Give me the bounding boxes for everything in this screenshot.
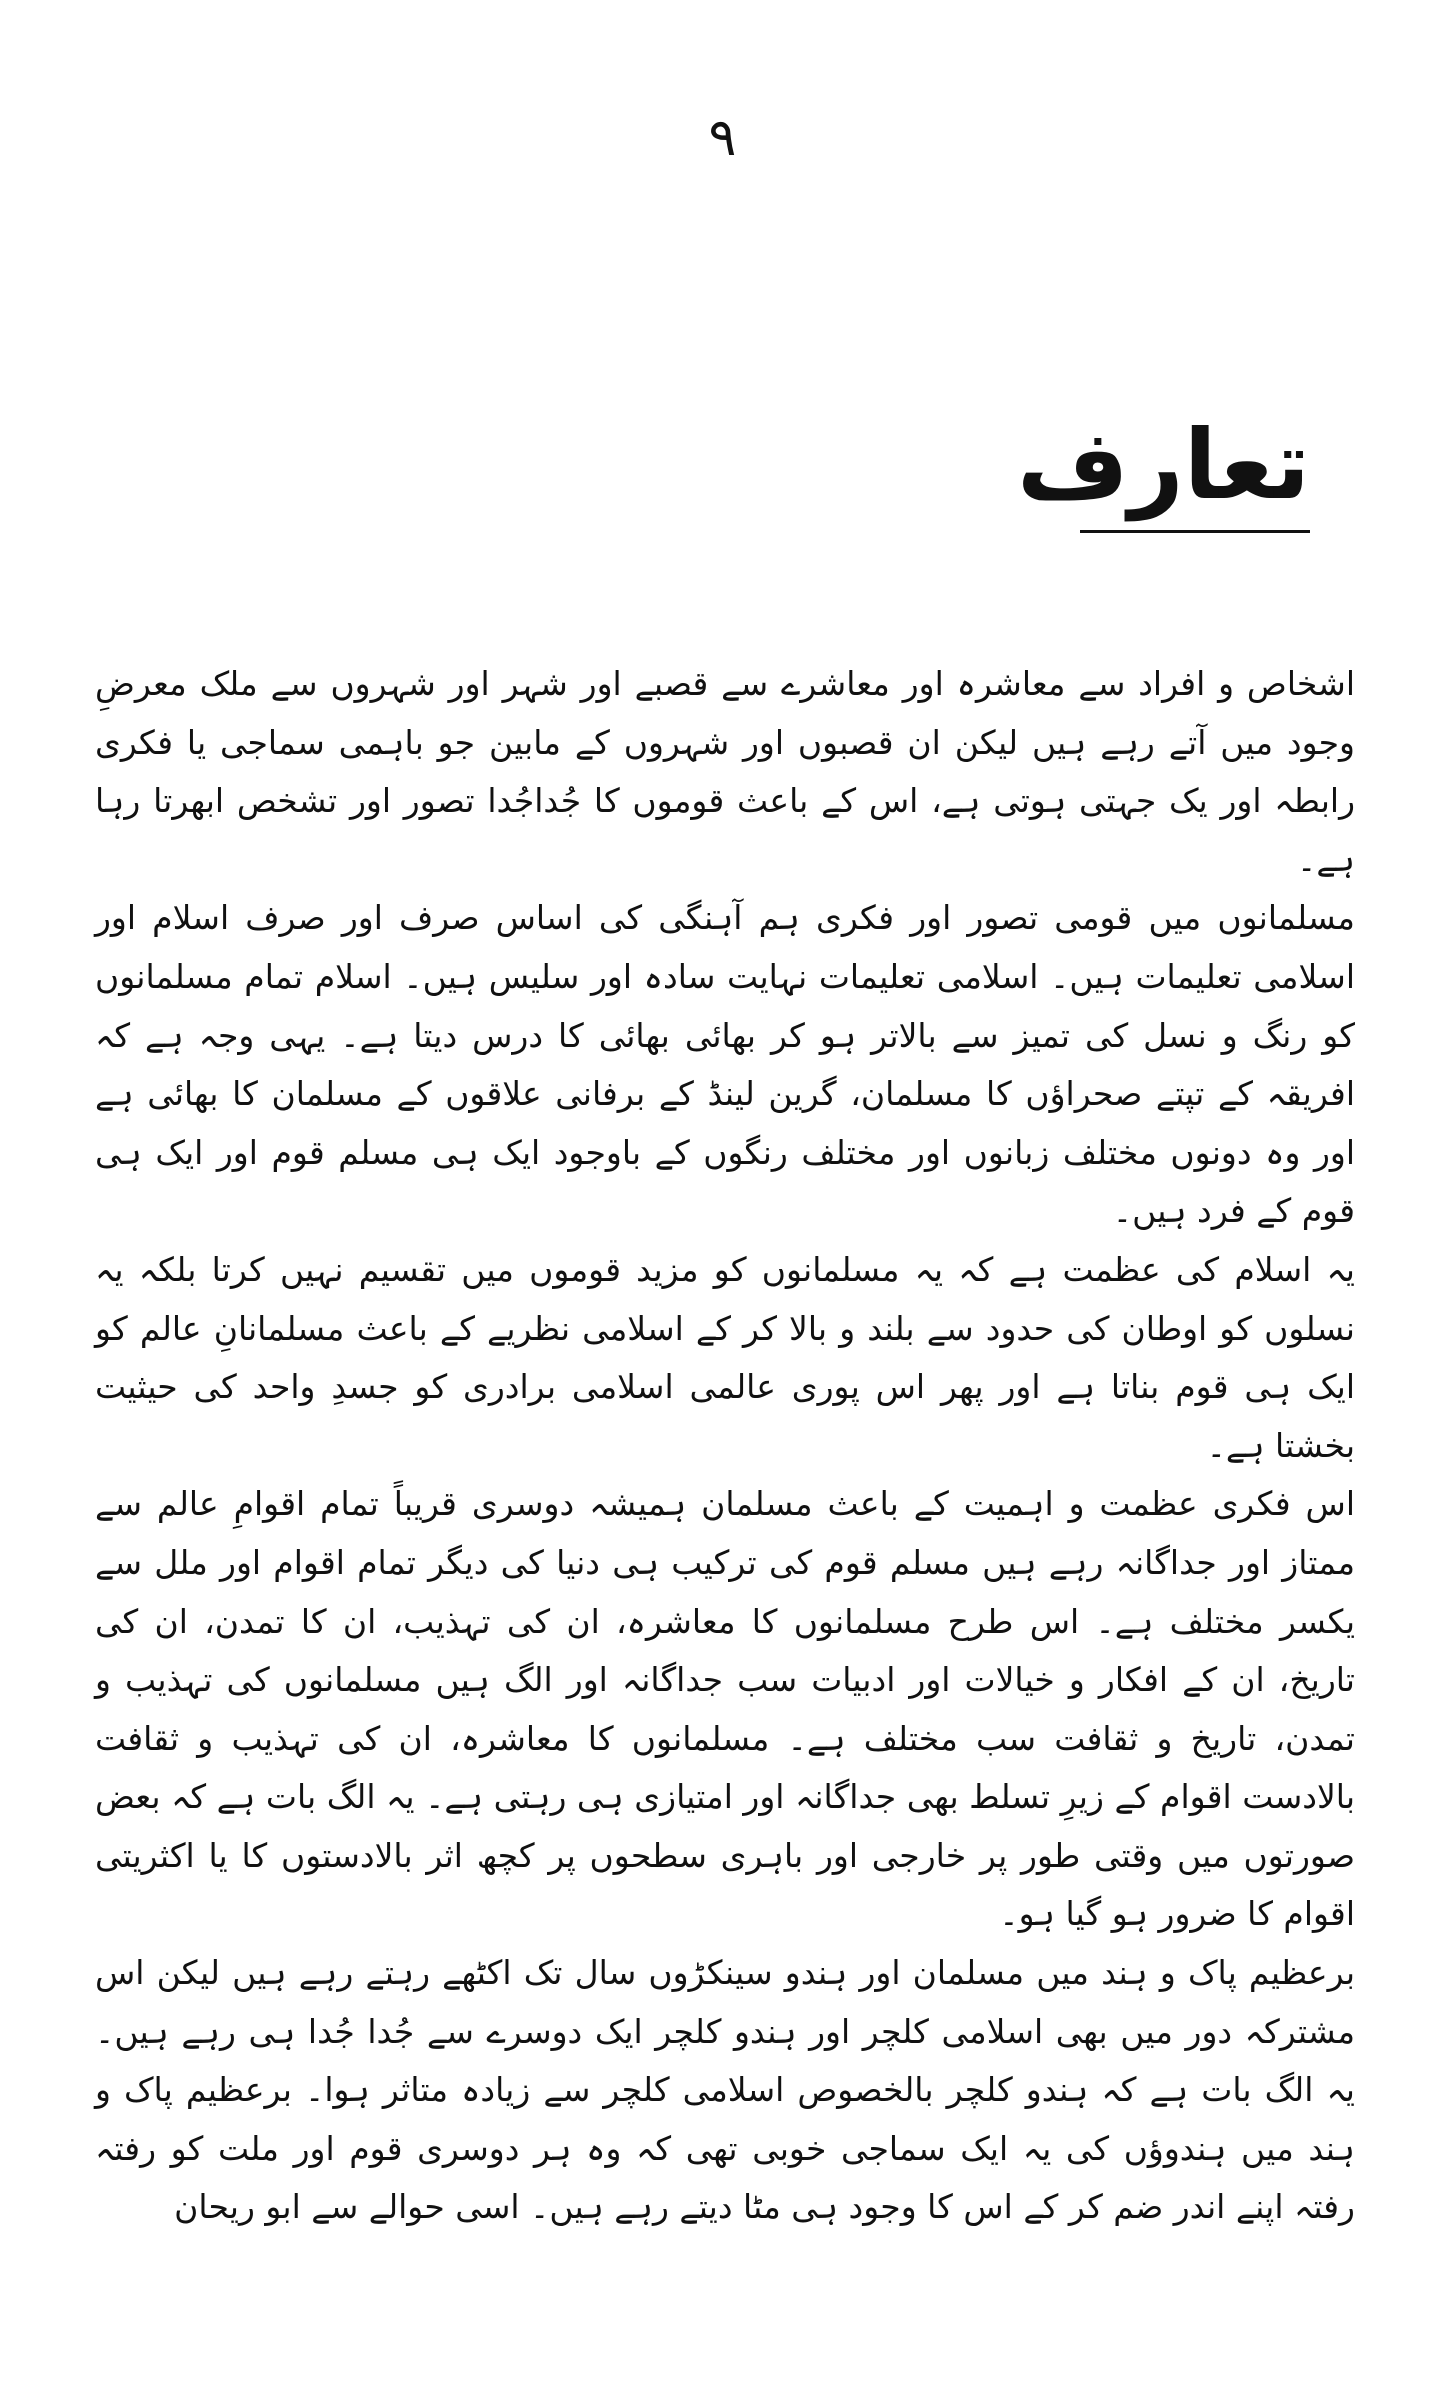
page-number: ۹ — [708, 108, 737, 168]
paragraph-3: یہ اسلام کی عظمت ہے کہ یہ مسلمانوں کو مزید قوموں میں تقسیم نہیں کرتا بلکہ یہ نسلوں کو اوطان کی حدود سے بلند و بالا کر کے اسلامی نظریے کے باعث مسلمانانِ عالم کو ایک ہی قوم بناتا ہے اور پھر اس پوری عالمی اسلامی برادری کو جسدِ واحد کی حیثیت بخشتا ہے۔ — [95, 1249, 1355, 1465]
body-text — [95, 655, 1355, 2237]
chapter-heading-wrap — [1016, 405, 1310, 525]
paragraph-4: اس فکری عظمت و اہمیت کے باعث مسلمان ہمیشہ دوسری قریباً تمام اقوامِ عالم سے ممتاز اور جداگانہ رہے ہیں مسلم قوم کی ترکیب ہی دنیا کی دیگر تمام اقوام اور ملل سے یکسر مختلف ہے۔ اس طرح مسلمانوں کا معاشرہ، ان کی تہذیب، ان کا تمدن، ان کی تاریخ، ان کے افکار و خیالات اور ادبیات سب جداگانہ اور الگ ہیں مسلمانوں کی تہذیب و تمدن، تاریخ و ثقافت سب مختلف ہے۔ مسلمانوں کا معاشرہ، ان کی تہذیب و ثقافت بالادست اقوام کے زیرِ تسلط بھی جداگانہ اور امتیازی ہی رہتی ہے۔ یہ الگ بات ہے کہ بعض صورتوں میں وقتی طور پر خارجی اور باہری سطحوں پر کچھ اثر بالادستوں کا یا اکثریتی اقوام کا ضرور ہو گیا ہو۔ — [95, 1484, 1355, 1934]
paragraph-5: برعظیم پاک و ہند میں مسلمان اور ہندو سینکڑوں سال تک اکٹھے رہتے رہے ہیں لیکن اس مشترکہ دور میں بھی اسلامی کلچر اور ہندو کلچر ایک دوسرے سے جُدا جُدا ہی رہے ہیں۔ یہ الگ بات ہے کہ ہندو کلچر بالخصوص اسلامی کلچر سے زیادہ متاثر ہوا۔ برعظیم پاک و ہند میں ہندوؤں کی یہ ایک سماجی خوبی تھی کہ وہ ہر دوسری قوم اور ملت کو رفتہ رفتہ اپنے اندر ضم کر کے اس کا وجود ہی مٹا دیتے رہے ہیں۔ اسی حوالے سے ابو ریحان — [95, 1953, 1355, 2227]
paragraph-2: مسلمانوں میں قومی تصور اور فکری ہم آہنگی کی اساس صرف اور صرف اسلام اور اسلامی تعلیمات ہیں۔ اسلامی تعلیمات نہایت سادہ اور سلیس ہیں۔ اسلام تمام مسلمانوں کو رنگ و نسل کی تمیز سے بالاتر ہو کر بھائی بھائی کا درس دیتا ہے۔ یہی وجہ ہے کہ افریقہ کے تپتے صحراؤں کا مسلمان، گرین لینڈ کے برفانی علاقوں کے مسلمان کا بھائی ہے اور وہ دونوں مختلف زبانوں اور مختلف رنگوں کے باوجود ایک ہی مسلم قوم اور ایک ہی قوم کے فرد ہیں۔ — [95, 898, 1355, 1231]
chapter-heading: تعارف — [1016, 409, 1310, 521]
paragraph-1: اشخاص و افراد سے معاشرہ اور معاشرے سے قصبے اور شہر اور شہروں سے ملک معرضِ وجود میں آتے رہے ہیں لیکن ان قصبوں اور شہروں کے مابین جو باہمی سماجی یا فکری رابطہ اور یک جہتی ہوتی ہے، اس کے باعث قوموں کا جُداجُدا تصور اور تشخص ابھرتا رہا ہے۔ — [95, 664, 1355, 879]
heading-underline — [1080, 530, 1310, 533]
